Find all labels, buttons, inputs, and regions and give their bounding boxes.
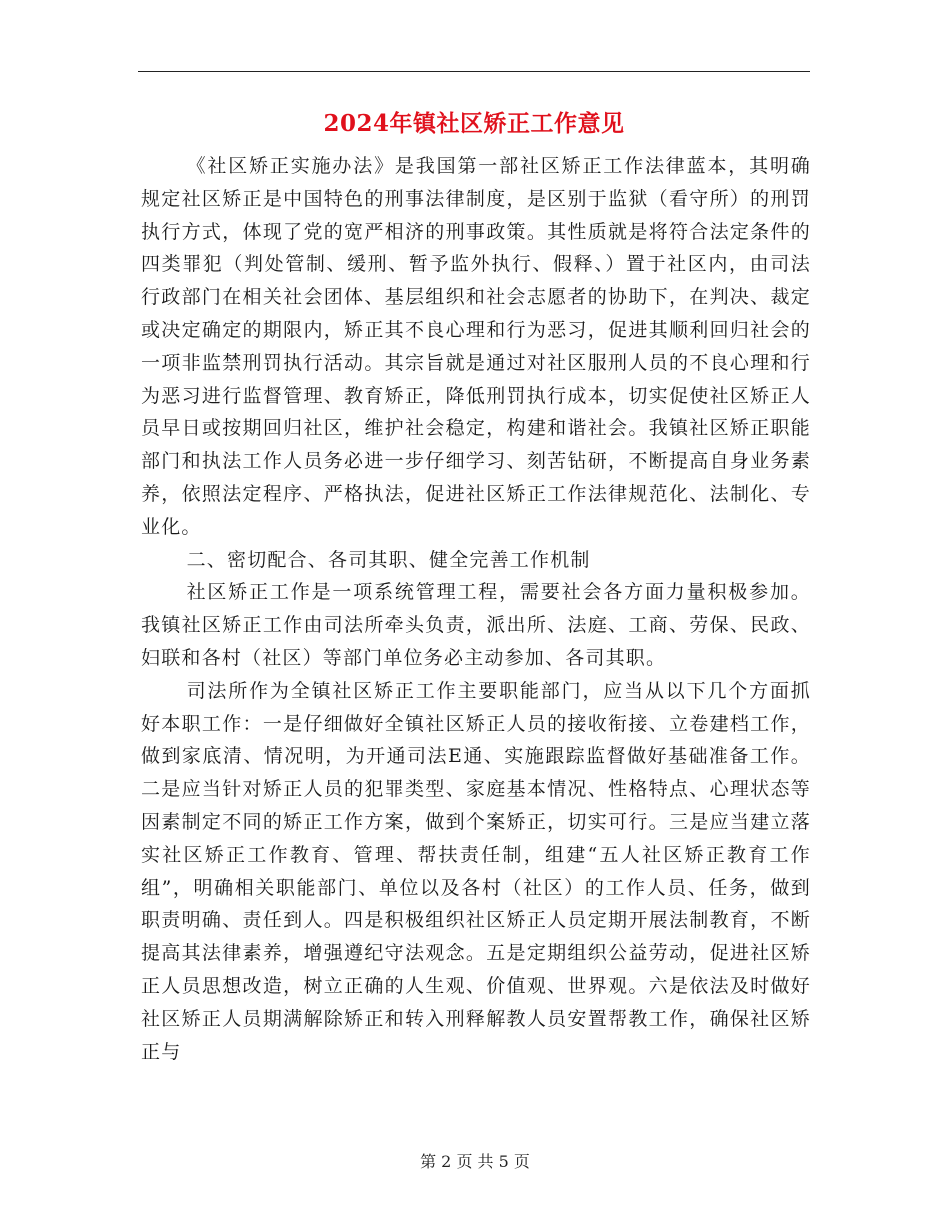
paragraph-1: 《社区矫正实施办法》是我国第一部社区矫正工作法律蓝本，其明确规定社区矫正是中国特色的刑事法律制度，是区别于监狱（看守所）的刑罚执行方式，体现了党的宽严相济的刑事政策。其性质就是将符合法定条件的四类罪犯（判处管制、缓刑、暂予监外执行、假释、）置于社区内，由司法行政部门在相关社会团体、基层组织和社会志愿者的协助下，在判决、裁定或决定确定的期限内，矫正其不良心理和行为恶习，促进其顺利回归社会的一项非监禁刑罚执行活动。其宗旨就是通过对社区服刑人员的不良心理和行为恶习进行监督管理、教育矫正，降低刑罚执行成本，切实促使社区矫正人员早日或按期回归社区，维护社会稳定，构建和谐社会。我镇社区矫正职能部门和执法工作人员务必进一步仔细学习、刻苦钻研，不断提高自身业务素养，依照法定程序、严格执法，促进社区矫正工作法律规范化、法制化、专业化。 (141, 155, 811, 538)
document-body (141, 150, 811, 1068)
header-rule (138, 71, 810, 72)
paragraph-2: 社区矫正工作是一项系统管理工程，需要社会各方面力量积极参加。我镇社区矫正工作由司法所牵头负责，派出所、法庭、工商、劳保、民政、妇联和各村（社区）等部门单位务必主动参加、各司其职。 (141, 581, 811, 669)
section-heading-2: 二、密切配合、各司其职、健全完善工作机制 (186, 548, 591, 571)
page-footer: 第 2 页 共 5 页 (420, 1152, 530, 1171)
paragraph-3: 司法所作为全镇社区矫正工作主要职能部门，应当从以下几个方面抓好本职工作：一是仔细做好全镇社区矫正人员的接收衔接、立卷建档工作，做到家底清、情况明，为开通司法E通、实施跟踪监督做好基础准备工作。二是应当针对矫正人员的犯罪类型、家庭基本情况、性格特点、心理状态等因素制定不同的矫正工作方案，做到个案矫正，切实可行。三是应当建立落实社区矫正工作教育、管理、帮扶责任制，组建“五人社区矫正教育工作组”，明确相关职能部门、单位以及各村（社区）的工作人员、任务，做到职责明确、责任到人。四是积极组织社区矫正人员定期开展法制教育，不断提高其法律素养，增强遵纪守法观念。五是定期组织公益劳动，促进社区矫正人员思想改造，树立正确的人生观、价值观、世界观。六是依法及时做好社区矫正人员期满解除矫正和转入刑释解教人员安置帮教工作，确保社区矫正与 (141, 679, 811, 1063)
document-title: 2024年镇社区矫正工作意见 (323, 110, 625, 137)
